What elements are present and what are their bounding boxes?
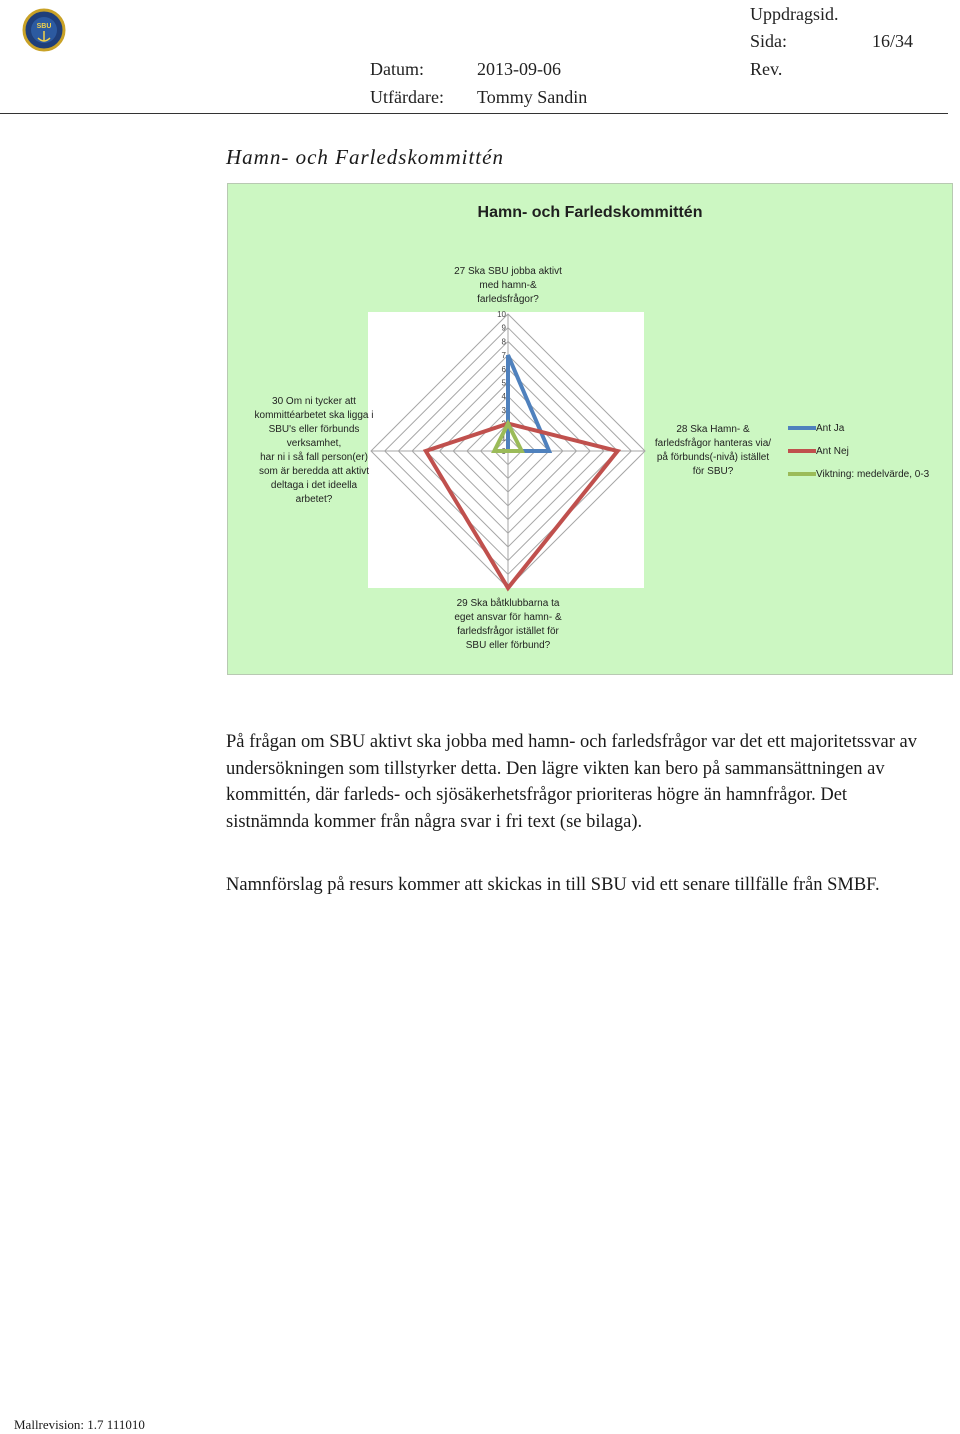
tick-label: 4 <box>501 392 506 402</box>
tick-label: 10 <box>497 310 506 319</box>
tick-label: 8 <box>501 337 506 347</box>
rev-label: Rev. <box>750 59 783 79</box>
tick-label: 0 <box>501 447 506 456</box>
datum-value: 2013-09-06 <box>477 59 561 79</box>
axis-label-1: med hamn-& <box>479 280 537 291</box>
axis-label-4: deltaga i det ideella <box>270 480 358 491</box>
axis-label-3: SBU eller förbund? <box>465 640 551 651</box>
sbu-logo <box>22 8 66 52</box>
header-rule <box>0 113 948 114</box>
utfardare-value: Tommy Sandin <box>477 87 588 107</box>
tick-label: 1 <box>501 433 506 443</box>
datum-label: Datum: <box>370 59 424 79</box>
axis-label-4: som är beredda att aktivt <box>258 466 370 477</box>
tick-label: 6 <box>501 364 506 374</box>
radar-chart <box>228 184 952 674</box>
paragraph-1: På frågan om SBU aktivt ska jobba med hamn- och farledsfrågor var det ett majoritetssvar av undersökningen som tillstyrker detta. Den lägre vikten kan bero på sammansättningen av kommittén, där farleds- och sjösäkerhetsfrågor prioriteras högre än hamnfrågor. Det sistnämnda kommer från några svar i fri text (se bilaga). <box>226 732 917 832</box>
tick-label: 9 <box>501 323 506 333</box>
legend-label-2: Ant Nej <box>816 446 849 457</box>
tick-label: 5 <box>501 378 506 388</box>
tick-label: 3 <box>501 405 506 415</box>
tick-label: 2 <box>501 419 506 429</box>
axis-label-4: 30 Om ni tycker att <box>272 396 356 407</box>
axis-label-4: SBU's eller förbunds <box>268 424 360 435</box>
footer-revision: Mallrevision: 1.7 111010 <box>14 1417 145 1432</box>
axis-label-3: farledsfrågor istället för <box>457 626 559 637</box>
axis-label-2: 28 Ska Hamn- & <box>676 424 750 435</box>
tick-label: 7 <box>501 351 506 361</box>
paragraph-2: Namnförslag på resurs kommer att skickas in till SBU vid ett senare tillfälle från SMBF. <box>226 875 880 895</box>
axis-label-1: 27 Ska SBU jobba aktivt <box>454 266 562 277</box>
legend-label-3: Viktning: medelvärde, 0-3 <box>816 469 930 480</box>
sida-value: 16/34 <box>872 31 914 51</box>
axis-label-2: för SBU? <box>692 466 734 477</box>
utfardare-label: Utfärdare: <box>370 87 444 107</box>
chart-title: Hamn- och Farledskommittén <box>477 204 703 221</box>
axis-label-4: verksamhet, <box>286 438 342 449</box>
axis-label-2: farledsfrågor hanteras via/ <box>654 438 772 449</box>
axis-label-4: arbetet? <box>295 494 333 505</box>
axis-label-3: 29 Ska båtklubbarna ta <box>456 598 560 609</box>
axis-label-2: på förbunds(-nivå) istället <box>656 452 770 463</box>
uppdragsid-label: Uppdragsid. <box>750 4 839 24</box>
legend-label-1: Ant Ja <box>816 423 845 434</box>
radar-chart-container <box>227 183 953 675</box>
section-title: Hamn- och Farledskommittén <box>226 145 504 169</box>
logo-text: SBU <box>36 23 52 30</box>
axis-label-4: har ni i så fall person(er) <box>260 452 368 463</box>
axis-label-1: farledsfrågor? <box>477 294 539 305</box>
axis-label-3: eget ansvar för hamn- & <box>454 612 562 623</box>
sida-label: Sida: <box>750 31 788 51</box>
axis-label-4: kommittéarbetet ska ligga i <box>254 410 374 421</box>
